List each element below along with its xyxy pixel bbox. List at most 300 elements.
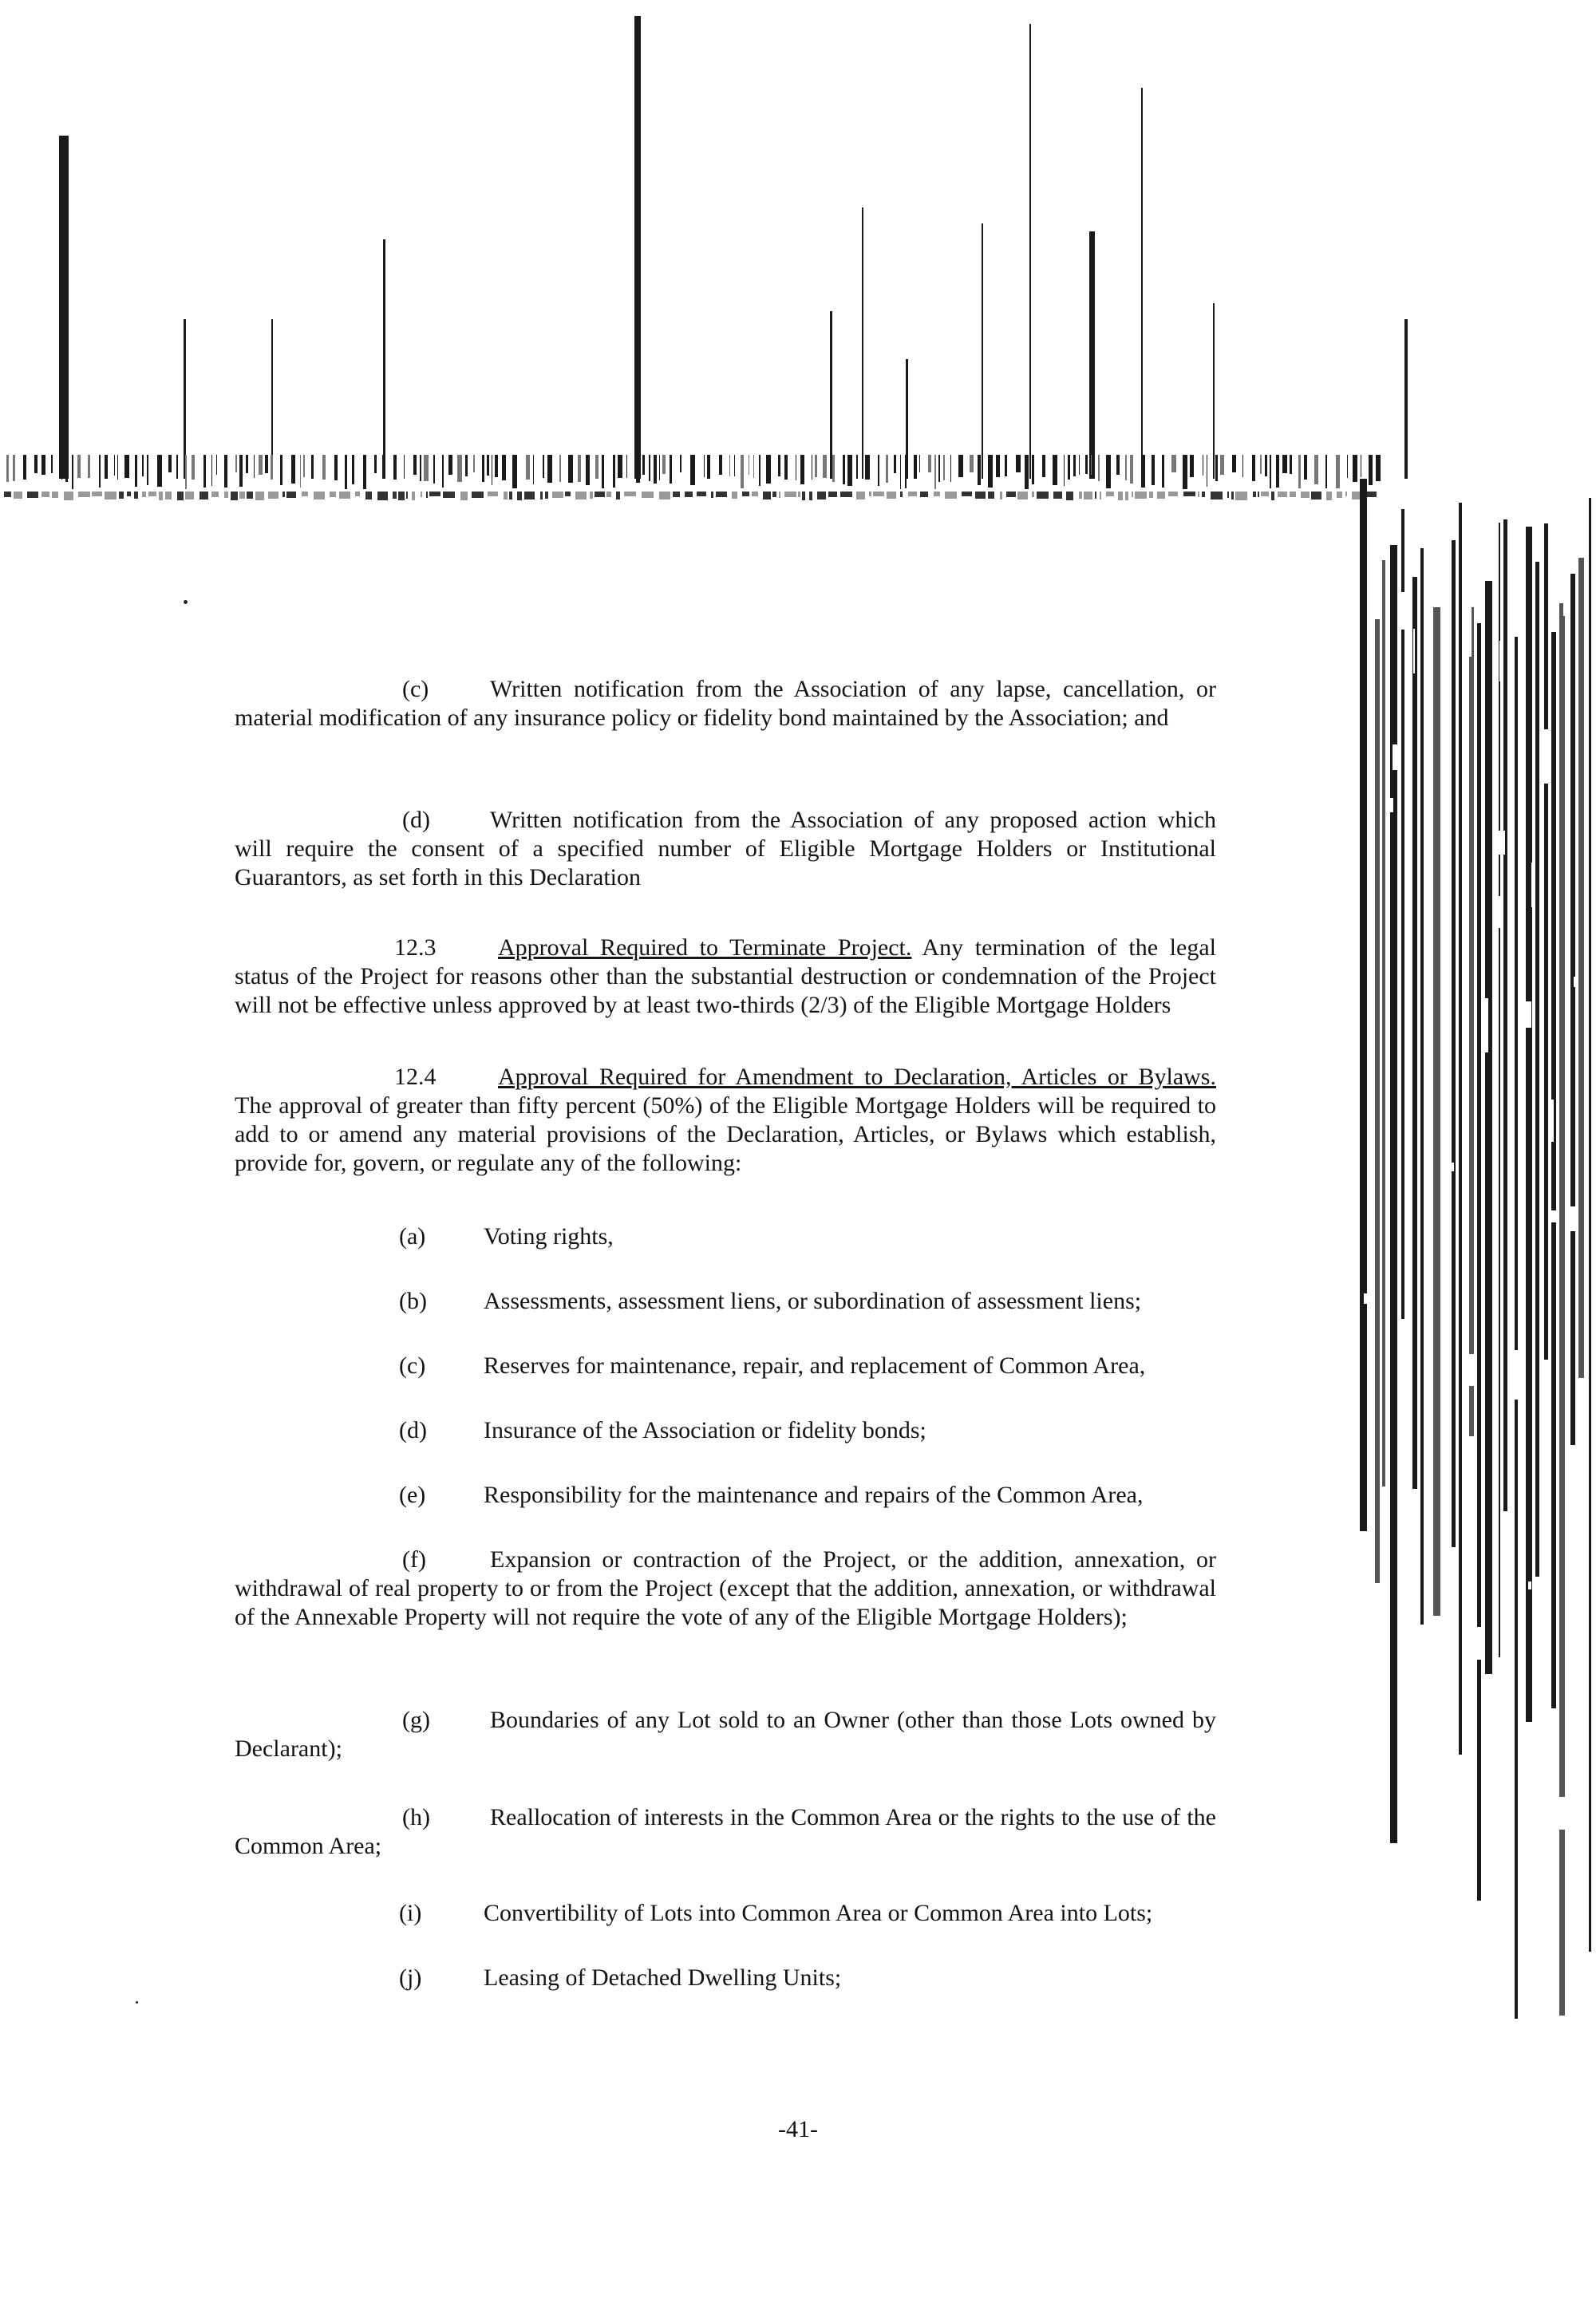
barcode-bar — [1190, 455, 1194, 477]
barcode-bar — [1037, 492, 1049, 499]
barcode-bar — [704, 455, 705, 477]
barcode-bar — [157, 455, 162, 487]
barcode-bar — [482, 455, 484, 482]
barcode-bar — [1079, 455, 1080, 475]
barcode-bar — [1376, 455, 1381, 481]
barcode-bar — [719, 455, 722, 475]
barcode-bar — [119, 492, 124, 499]
barcode-bar — [559, 455, 561, 482]
barcode-bar — [716, 492, 727, 497]
barcode-bar — [1106, 455, 1111, 488]
barcode-bar — [642, 455, 645, 475]
barcode-bar — [1125, 492, 1128, 500]
barcode-bar — [1227, 492, 1229, 498]
barcode-bar — [988, 455, 993, 488]
barcode-bar — [517, 492, 522, 500]
barcode-bar — [1276, 455, 1279, 488]
barcode-bar — [374, 455, 377, 473]
barcode-bar — [1408, 1682, 1411, 1719]
barcode-bar — [742, 492, 749, 496]
barcode-bar — [1261, 492, 1269, 496]
barcode-bar — [34, 455, 38, 473]
barcode-bar — [127, 492, 131, 496]
list-item-text: Boundaries of any Lot sold to an Owner (other than those Lots owned by Declarant); — [235, 1707, 1216, 1762]
barcode-bar — [1436, 1636, 1444, 1667]
barcode-bar — [286, 492, 296, 498]
barcode-bar — [185, 492, 194, 499]
barcode-bar — [540, 492, 543, 499]
barcode-bar — [135, 455, 137, 487]
barcode-bar — [934, 492, 940, 496]
section-heading: Approval Required to Terminate Project. — [498, 934, 912, 961]
list-item — [235, 1706, 1216, 1763]
barcode-bar — [1089, 231, 1095, 479]
barcode-bar — [975, 492, 986, 499]
barcode-bar — [124, 455, 129, 478]
barcode-bar — [105, 455, 108, 479]
barcode-bar — [1504, 1679, 1511, 1693]
barcode-bar — [575, 492, 587, 499]
barcode-bar — [945, 492, 957, 499]
barcode-bar — [1005, 455, 1007, 476]
barcode-bar — [586, 455, 590, 485]
barcode-bar — [239, 492, 245, 499]
barcode-bar — [1336, 455, 1340, 488]
barcode-bar — [65, 455, 68, 482]
barcode-bar — [352, 455, 354, 484]
barcode-bar — [1393, 744, 1400, 770]
section-text: The approval of greater than fifty percent (50%) of the Eligible Mortgage Holders will be required to add to or amend any material provisions of the Declaration, Articles, or Bylaws which establish, provide for, govern, or regulate any of the following: — [235, 1092, 1216, 1176]
barcode-bar — [393, 455, 397, 480]
list-item-label: (j) — [399, 1964, 422, 1991]
barcode-bar — [1390, 545, 1397, 1843]
barcode-bar — [1260, 455, 1262, 474]
barcode-bar — [1211, 492, 1223, 499]
barcode-bar — [114, 455, 115, 476]
barcode-bar — [649, 455, 650, 481]
barcode-bar — [1032, 455, 1034, 484]
barcode-bar — [1202, 492, 1205, 497]
barcode-bar — [1551, 1100, 1554, 1142]
paragraph-text: Written notification from the Association of any lapse, cancellation, or material modification of any insurance policy or fidelity bond maintained by the Association; and — [235, 676, 1216, 731]
barcode-bar — [1006, 492, 1016, 497]
barcode-bar — [1561, 522, 1565, 539]
barcode-bar — [345, 455, 347, 489]
barcode-bar — [1485, 581, 1492, 1674]
barcode-bar — [255, 492, 264, 500]
barcode-bar — [1404, 319, 1408, 479]
barcode-bar — [1498, 831, 1505, 855]
barcode-bar — [1452, 540, 1456, 1547]
barcode-bar — [303, 455, 305, 477]
barcode-bar — [823, 455, 827, 478]
list-item-text: Leasing of Detached Dwelling Units; — [484, 1964, 842, 1991]
barcode-bar — [1433, 607, 1440, 1616]
barcode-bar — [1375, 619, 1380, 1583]
barcode-bar — [473, 455, 475, 472]
barcode-bar — [59, 136, 69, 479]
barcode-bar — [41, 455, 45, 475]
barcode-bar — [404, 455, 405, 479]
barcode-bar — [433, 455, 435, 484]
barcode-bar — [1282, 455, 1287, 473]
barcode-bar — [280, 455, 282, 485]
list-item — [399, 1481, 1245, 1510]
barcode-bar — [920, 492, 928, 497]
barcode-bar — [865, 455, 870, 480]
barcode-bar — [1079, 492, 1082, 499]
barcode-bar — [1397, 1672, 1399, 1701]
barcode-bar — [1540, 1657, 1542, 1680]
barcode-bar — [1000, 492, 1002, 499]
barcode-bar — [77, 455, 81, 478]
barcode-bar — [887, 492, 896, 499]
list-item-text: Reserves for maintenance, repair, and replacement of Common Area, — [484, 1352, 1146, 1379]
barcode-bar — [1369, 1573, 1372, 1611]
barcode-bar — [1183, 492, 1195, 496]
barcode-bar — [339, 492, 350, 499]
barcode-bar — [1032, 492, 1034, 497]
list-item-label: (h) — [402, 1804, 430, 1830]
barcode-bar — [894, 455, 896, 473]
barcode-bar — [752, 492, 758, 496]
barcode-bar — [142, 455, 144, 476]
barcode-bar — [363, 455, 366, 489]
barcode-bar — [828, 492, 837, 497]
barcode-bar — [92, 492, 102, 496]
barcode-bar — [1053, 492, 1062, 499]
barcode-bar — [502, 455, 506, 480]
barcode-bar — [905, 455, 907, 488]
barcode-bar — [1258, 492, 1259, 497]
list-item-label: (i) — [399, 1900, 422, 1926]
barcode-bar — [148, 492, 156, 496]
barcode-bar — [300, 455, 301, 488]
barcode-bar — [840, 492, 852, 497]
barcode-bar — [1235, 492, 1247, 500]
barcode-bar — [1325, 455, 1327, 488]
barcode-bar — [1487, 533, 1493, 579]
barcode-bar — [950, 455, 951, 482]
barcode-bar — [1481, 998, 1488, 1052]
barcode-bar — [472, 492, 484, 498]
barcode-bar — [334, 455, 338, 480]
list-item — [235, 1546, 1216, 1632]
barcode-bar — [1512, 1350, 1519, 1400]
barcode-bar — [552, 492, 563, 498]
barcode-bar — [443, 492, 455, 498]
list-item-text: Expansion or contraction of the Project, or the addition, annexation, or withdrawal of real property to or from the Project (except that the addition, annexation, or withdrawal of the Annexable Property will not require the vote of any of the Eligible Mortgage Holders); — [235, 1546, 1216, 1630]
barcode-bar — [27, 492, 38, 498]
barcode-bar — [815, 455, 817, 477]
barcode-bar — [192, 455, 195, 480]
barcode-bar — [1551, 632, 1556, 1708]
barcode-bar — [741, 455, 744, 488]
list-item — [399, 1416, 1245, 1445]
barcode-bar — [1130, 455, 1133, 484]
barcode-bar — [616, 492, 620, 499]
barcode-bar — [1578, 533, 1584, 1378]
barcode-bar — [1345, 492, 1347, 496]
barcode-bar — [1535, 562, 1539, 1577]
barcode-bar — [1467, 1354, 1476, 1386]
barcode-bar — [659, 455, 660, 480]
list-item — [235, 1803, 1216, 1861]
barcode-bar — [590, 492, 593, 499]
barcode-bar — [772, 492, 776, 497]
barcode-bar — [873, 492, 884, 496]
barcode-bar — [900, 492, 903, 497]
barcode-bar — [878, 455, 879, 486]
barcode-bar — [784, 455, 788, 480]
barcode-bar — [1066, 492, 1073, 500]
barcode-bar — [6, 455, 9, 482]
barcode-bar — [1232, 455, 1236, 472]
barcode-bar — [1589, 498, 1591, 1952]
barcode-bar — [1450, 1163, 1454, 1171]
barcode-bar — [99, 455, 101, 488]
barcode-bar — [1106, 492, 1114, 496]
barcode-bar — [1570, 574, 1575, 1445]
barcode-bar — [365, 492, 372, 499]
list-item — [399, 1899, 1245, 1928]
barcode-bar — [618, 455, 622, 478]
list-item-text: Reallocation of interests in the Common Area or the rights to the use of the Common Area; — [235, 1804, 1216, 1859]
barcode-bar — [239, 455, 243, 487]
barcode-bar — [231, 492, 238, 500]
list-item — [399, 1964, 1245, 1992]
barcode-bar — [1252, 455, 1255, 481]
barcode-bar — [1570, 1206, 1578, 1231]
barcode-bar — [393, 492, 397, 499]
barcode-bar — [636, 455, 640, 483]
barcode-bar — [1515, 637, 1518, 2019]
barcode-bar — [1290, 492, 1296, 497]
paragraph-c-notification — [235, 675, 1216, 732]
barcode-bar — [1152, 455, 1155, 485]
barcode-bar — [383, 239, 385, 479]
barcode-bar — [1526, 527, 1532, 1722]
barcode-bar — [1073, 455, 1076, 476]
list-item — [399, 1352, 1245, 1380]
barcode-bar — [488, 492, 498, 496]
barcode-bar — [4, 492, 11, 497]
barcode-bar — [355, 492, 360, 496]
barcode-bar — [729, 455, 730, 476]
barcode-bar — [654, 455, 657, 484]
barcode-bar — [495, 455, 498, 477]
barcode-bar — [685, 492, 693, 497]
barcode-bar — [1463, 604, 1472, 657]
barcode-bar — [1360, 479, 1367, 1531]
barcode-bar — [1528, 1581, 1531, 1589]
barcode-bar — [23, 455, 26, 480]
barcode-bar — [1171, 455, 1176, 472]
barcode-bar — [200, 492, 208, 499]
section-12-4 — [235, 1063, 1216, 1178]
barcode-bar — [1242, 455, 1243, 477]
list-item-text: Assessments, assessment liens, or subordination of assessment liens; — [484, 1288, 1142, 1314]
barcode-bar — [970, 455, 974, 472]
barcode-bar — [268, 492, 279, 499]
barcode-bar — [830, 311, 832, 479]
barcode-bar — [568, 455, 573, 483]
barcode-bar — [809, 492, 812, 500]
barcode-bar — [1198, 492, 1199, 497]
barcode-bar — [1420, 548, 1424, 1625]
barcode-bar — [1563, 574, 1565, 616]
list-item-label: (a) — [399, 1223, 426, 1250]
list-item-label: (g) — [402, 1707, 430, 1733]
barcode-bar — [1091, 455, 1092, 475]
barcode-bar — [1525, 1001, 1531, 1028]
barcode-bar — [412, 492, 415, 500]
section-number: 12.4 — [394, 1064, 437, 1090]
barcode-bar — [1029, 24, 1031, 479]
barcode-bar — [1314, 455, 1318, 484]
barcode-bar — [1464, 1662, 1468, 1698]
barcode-bar — [869, 492, 871, 496]
barcode-bar — [13, 455, 15, 481]
barcode-bar — [856, 492, 865, 499]
barcode-bar — [606, 492, 611, 497]
barcode-bar — [1042, 455, 1045, 477]
barcode-bar — [978, 455, 981, 485]
barcode-bar — [1183, 455, 1187, 489]
barcode-bar — [1544, 1382, 1549, 1427]
barcode-bar — [14, 492, 22, 499]
barcode-bar — [734, 455, 735, 476]
barcode-bar — [487, 455, 489, 476]
barcode-bar — [460, 492, 468, 500]
barcode-bar — [424, 455, 429, 481]
barcode-bar — [442, 455, 444, 488]
barcode-bar — [1084, 492, 1092, 499]
barcode-bar — [759, 455, 760, 486]
barcode-bar — [1544, 523, 1548, 1360]
barcode-bar — [448, 455, 452, 475]
barcode-bar — [1025, 455, 1029, 489]
barcode-bar — [1265, 455, 1267, 476]
top-barcode-artifact — [0, 0, 1596, 511]
barcode-bar — [1574, 977, 1575, 987]
barcode-bar — [1347, 455, 1348, 478]
barcode-bar — [578, 455, 581, 482]
barcode-bar — [302, 492, 308, 496]
barcode-bar — [1016, 455, 1021, 472]
barcode-bar — [526, 455, 530, 480]
barcode-bar — [914, 455, 917, 479]
barcode-bar — [265, 455, 268, 473]
list-item — [399, 1222, 1245, 1251]
barcode-bar — [1401, 592, 1409, 630]
barcode-bar — [216, 455, 217, 475]
barcode-bar — [856, 455, 858, 479]
barcode-bar — [900, 455, 901, 489]
barcode-bar — [168, 455, 172, 472]
barcode-bar — [1499, 641, 1502, 681]
barcode-bar — [595, 492, 605, 497]
barcode-bar — [246, 455, 248, 473]
barcode-bar — [1445, 772, 1450, 783]
barcode-bar — [1168, 492, 1178, 496]
barcode-bar — [784, 492, 796, 497]
barcode-bar — [1412, 577, 1417, 1489]
barcode-bar — [1298, 455, 1301, 488]
barcode-bar — [1253, 492, 1256, 497]
barcode-bar — [1468, 1498, 1471, 1527]
barcode-bar — [465, 455, 468, 476]
barcode-bar — [211, 492, 219, 497]
list-item-label: (f) — [402, 1546, 426, 1573]
barcode-bar — [311, 455, 314, 479]
barcode-bar — [426, 492, 428, 498]
barcode-bar — [1337, 492, 1342, 498]
barcode-bar — [254, 455, 255, 478]
barcode-bar — [595, 455, 598, 479]
barcode-bar — [753, 455, 754, 478]
barcode-bar — [1270, 455, 1271, 488]
barcode-bar — [908, 492, 917, 496]
barcode-bar — [919, 455, 920, 472]
section-number: 12.3 — [394, 934, 437, 961]
list-item-text: Convertibility of Lots into Common Area or Common Area into Lots; — [484, 1900, 1153, 1926]
barcode-bar — [1271, 492, 1274, 500]
barcode-bar — [105, 492, 117, 499]
barcode-bar — [314, 492, 325, 499]
section-text: Any termination of the legal status of the Project for reasons other than the substantial destruction or condemnation of the Project will not be effective unless approved by at least two-thirds (2/3) of the Eligible Mortgage Holders — [235, 934, 1216, 1018]
section-heading: Approval Required for Amendment to Declaration, Articles or Bylaws. — [498, 1064, 1216, 1090]
barcode-bar — [413, 455, 417, 475]
barcode-bar — [982, 223, 983, 479]
barcode-bar — [504, 492, 508, 499]
barcode-bar — [943, 455, 945, 480]
barcode-bar — [1278, 492, 1287, 497]
barcode-bar — [798, 492, 800, 497]
barcode-bar — [1118, 492, 1123, 500]
barcode-bar — [862, 207, 863, 479]
barcode-bar — [165, 492, 172, 499]
barcode-bar — [732, 492, 737, 499]
barcode-bar — [259, 455, 263, 475]
barcode-bar — [159, 492, 163, 500]
barcode-bar — [1326, 492, 1332, 500]
barcode-bar — [429, 492, 440, 496]
barcode-bar — [185, 455, 187, 489]
barcode-bar — [78, 492, 90, 497]
barcode-bar — [624, 492, 636, 496]
barcode-bar — [1064, 455, 1065, 486]
barcode-bar — [690, 455, 695, 485]
barcode-bar — [711, 492, 713, 498]
barcode-bar — [72, 455, 73, 489]
barcode-bar — [1149, 492, 1153, 498]
barcode-bar — [421, 492, 422, 497]
barcode-bar — [533, 455, 534, 484]
barcode-bar — [1459, 503, 1462, 1755]
barcode-bar — [1389, 798, 1393, 812]
barcode-bar — [934, 455, 936, 489]
barcode-bar — [524, 492, 535, 499]
barcode-bar — [938, 455, 940, 482]
barcode-bar — [1100, 492, 1101, 499]
barcode-bar — [377, 492, 388, 500]
barcode-bar — [1095, 492, 1096, 499]
barcode-bar — [832, 455, 835, 482]
barcode-bar — [1425, 1194, 1428, 1202]
barcode-bar — [673, 492, 680, 497]
barcode-bar — [224, 492, 228, 498]
